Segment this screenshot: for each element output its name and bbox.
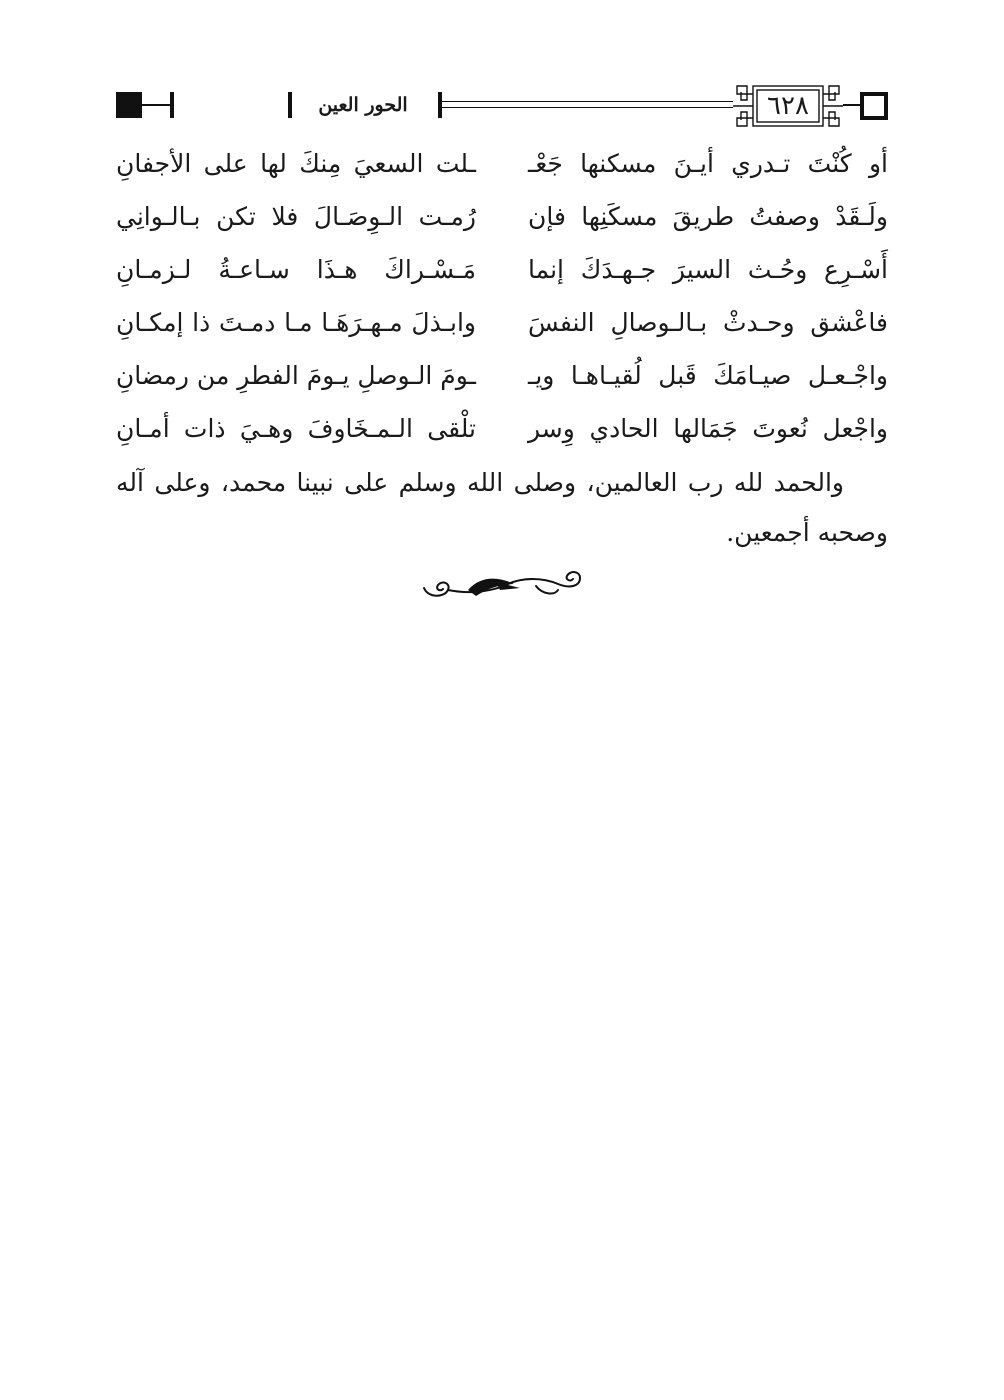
header-rule-left-1	[142, 104, 170, 106]
verse-second-hemistich: ـومَ الـوصلِ يـومَ الفطرِ من رمضانِ	[115, 361, 476, 390]
verse-first-hemistich: واجْعل نُعوتَ جَمَالها الحادي وِسر	[528, 414, 888, 443]
verse-second-hemistich: تلْقى الـمـخَاوفَ وهـيَ ذات أمـانِ	[116, 414, 476, 443]
verse	[116, 352, 888, 405]
verse-first-hemistich: أو كُنْتَ تـدري أيـنَ مسكنها جَعْـ	[528, 149, 888, 178]
page-header	[116, 84, 888, 128]
page-number-frame	[733, 84, 843, 128]
floral-divider-icon	[418, 568, 586, 604]
verse-first-hemistich: أَسْـرِع وحُـث السيرَ جـهـدَكَ إنما	[528, 255, 888, 284]
verse-second-hemistich: مَـسْـراكَ هـذَا سـاعـةُ لـزمـانِ	[116, 255, 476, 284]
verse	[116, 193, 888, 246]
page-number: ٦٢٨	[767, 91, 809, 121]
verse	[116, 299, 888, 352]
closing-text: والحمد لله رب العالمين، وصلى الله وسلم على نبينا محمد، وعلى آله وصحبه أجمعين.	[116, 468, 888, 547]
header-left-square	[116, 92, 142, 118]
poem	[116, 140, 888, 458]
verse	[116, 405, 888, 458]
running-title: الحور العين	[318, 94, 408, 116]
verse	[116, 140, 888, 193]
verse-first-hemistich: واجْـعـل صيـامَكَ قَبل لُقيـاهـا ويـ	[528, 361, 888, 390]
header-rule-right	[843, 104, 860, 106]
verse-second-hemistich: رُمـت الـوِصَـالَ فلا تكن بـالـوانِي	[116, 202, 476, 231]
header-rule-mid-bottom	[442, 107, 733, 108]
verse-first-hemistich: فاعْشق وحـدثْ بـالـوصالِ النفسَ	[528, 308, 888, 337]
verse	[116, 246, 888, 299]
header-right-square	[860, 92, 888, 120]
header-bar-3	[438, 92, 442, 118]
verse-second-hemistich: وابـذلَ مـهـرَهَـا مـا دمـتَ ذا إمكـانِ	[116, 308, 476, 337]
header-rule-mid-top	[442, 101, 733, 102]
verse-first-hemistich: ولَـقَدْ وصفتُ طريقَ مسكَنِها فإن	[528, 202, 888, 231]
header-bar-2	[288, 92, 292, 118]
header-bar-1	[170, 92, 174, 118]
verse-second-hemistich: ـلت السعيَ مِنكَ لها على الأجفانِ	[116, 149, 476, 178]
closing-paragraph	[116, 458, 888, 558]
